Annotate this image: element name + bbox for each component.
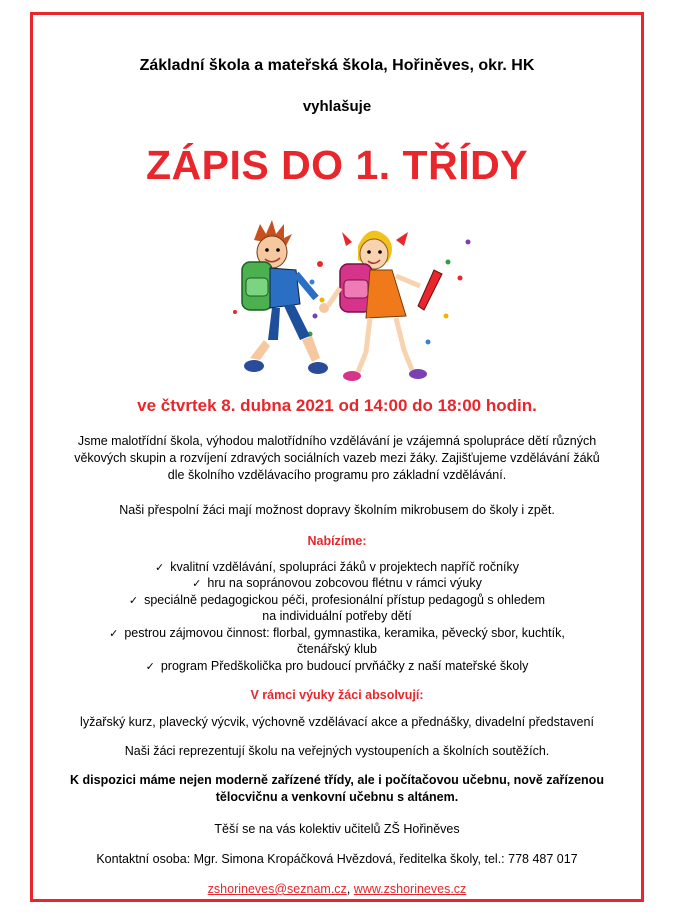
list-item: ✓ speciálně pedagogickou péči, profesionální přístup pedagogů s ohledem: [128, 593, 546, 607]
list-item-continuation: čtenářský klub: [297, 642, 377, 656]
school-name: Základní škola a mateřská škola, Hořiněves, okr. HK: [139, 57, 535, 74]
girl-figure: [328, 231, 442, 381]
check-mark-icon: ✓: [109, 628, 119, 640]
offer-heading: Nabízíme:: [307, 534, 367, 548]
list-item-continuation: na individuální potřeby dětí: [262, 609, 412, 623]
list-item: ✓ pestrou zájmovou činnost: florbal, gymnastika, keramika, pěvecký sbor, kuchtík,: [109, 626, 565, 640]
check-mark-icon: ✓: [155, 562, 165, 574]
contact-text: Kontaktní osoba: Mgr. Simona Kropáčková Hvězdová, ředitelka školy, tel.: 778 487 017: [96, 852, 578, 866]
contact-links: [30, 881, 644, 897]
activities-heading: V rámci výuky žáci absolvují:: [250, 688, 424, 702]
intro-line: věkových skupin a rozvíjení zdravých sociálních vazeb mezi žáky. Zajišťujeme vzdělávání žáků: [74, 451, 600, 465]
facilities-line: K dispozici máme nejen moderně zařízené třídy, ale i počítačovou učebnu, nově zařízenou: [70, 773, 604, 787]
children-illustration: [220, 212, 480, 396]
closing-text: Těší se na vás kolektiv učitelů ZŠ Hořiněves: [214, 822, 460, 836]
intro-line: Jsme malotřídní škola, výhodou malotřídního vzdělávání je vzájemná spolupráce dětí různých: [77, 434, 597, 448]
list-item: ✓ program Předškolička pro budoucí prvňáčky z naší mateřské školy: [145, 659, 529, 673]
intro-line: dle školního vzdělávacího programu pro základní vzdělávání.: [167, 468, 507, 482]
link-separator: ,: [346, 882, 354, 896]
competitions-text: Naši žáci reprezentují školu na veřejných vystoupeních a školních soutěžích.: [124, 744, 550, 758]
transport-text: Naši přespolní žáci mají možnost dopravy školním mikrobusem do školy i zpět.: [119, 503, 555, 517]
website-link[interactable]: www.zshorineves.cz: [353, 882, 467, 896]
activities-text: lyžařský kurz, plavecký výcvik, výchovně vzdělávací akce a přednášky, divadelní představení: [80, 715, 594, 729]
check-mark-icon: ✓: [192, 578, 202, 590]
enrollment-date: ve čtvrtek 8. dubna 2021 od 14:00 do 18:00 hodin.: [137, 396, 537, 415]
list-item: ✓ kvalitní vzdělávání, spolupráci žáků v projektech napříč ročníky: [155, 560, 519, 574]
check-mark-icon: ✓: [128, 595, 139, 607]
check-mark-icon: ✓: [145, 661, 155, 673]
email-link[interactable]: zshorineves@seznam.cz: [207, 882, 347, 896]
announce-text: vyhlašuje: [302, 98, 372, 115]
facilities-line: tělocvičnu a venkovní učebnu s altánem.: [215, 790, 459, 804]
list-item: ✓ hru na sopránovou zobcovou flétnu v rámci výuky: [192, 576, 482, 590]
poster-title: ZÁPIS DO 1. TŘÍDY: [145, 142, 529, 188]
boy-figure: [242, 220, 328, 374]
